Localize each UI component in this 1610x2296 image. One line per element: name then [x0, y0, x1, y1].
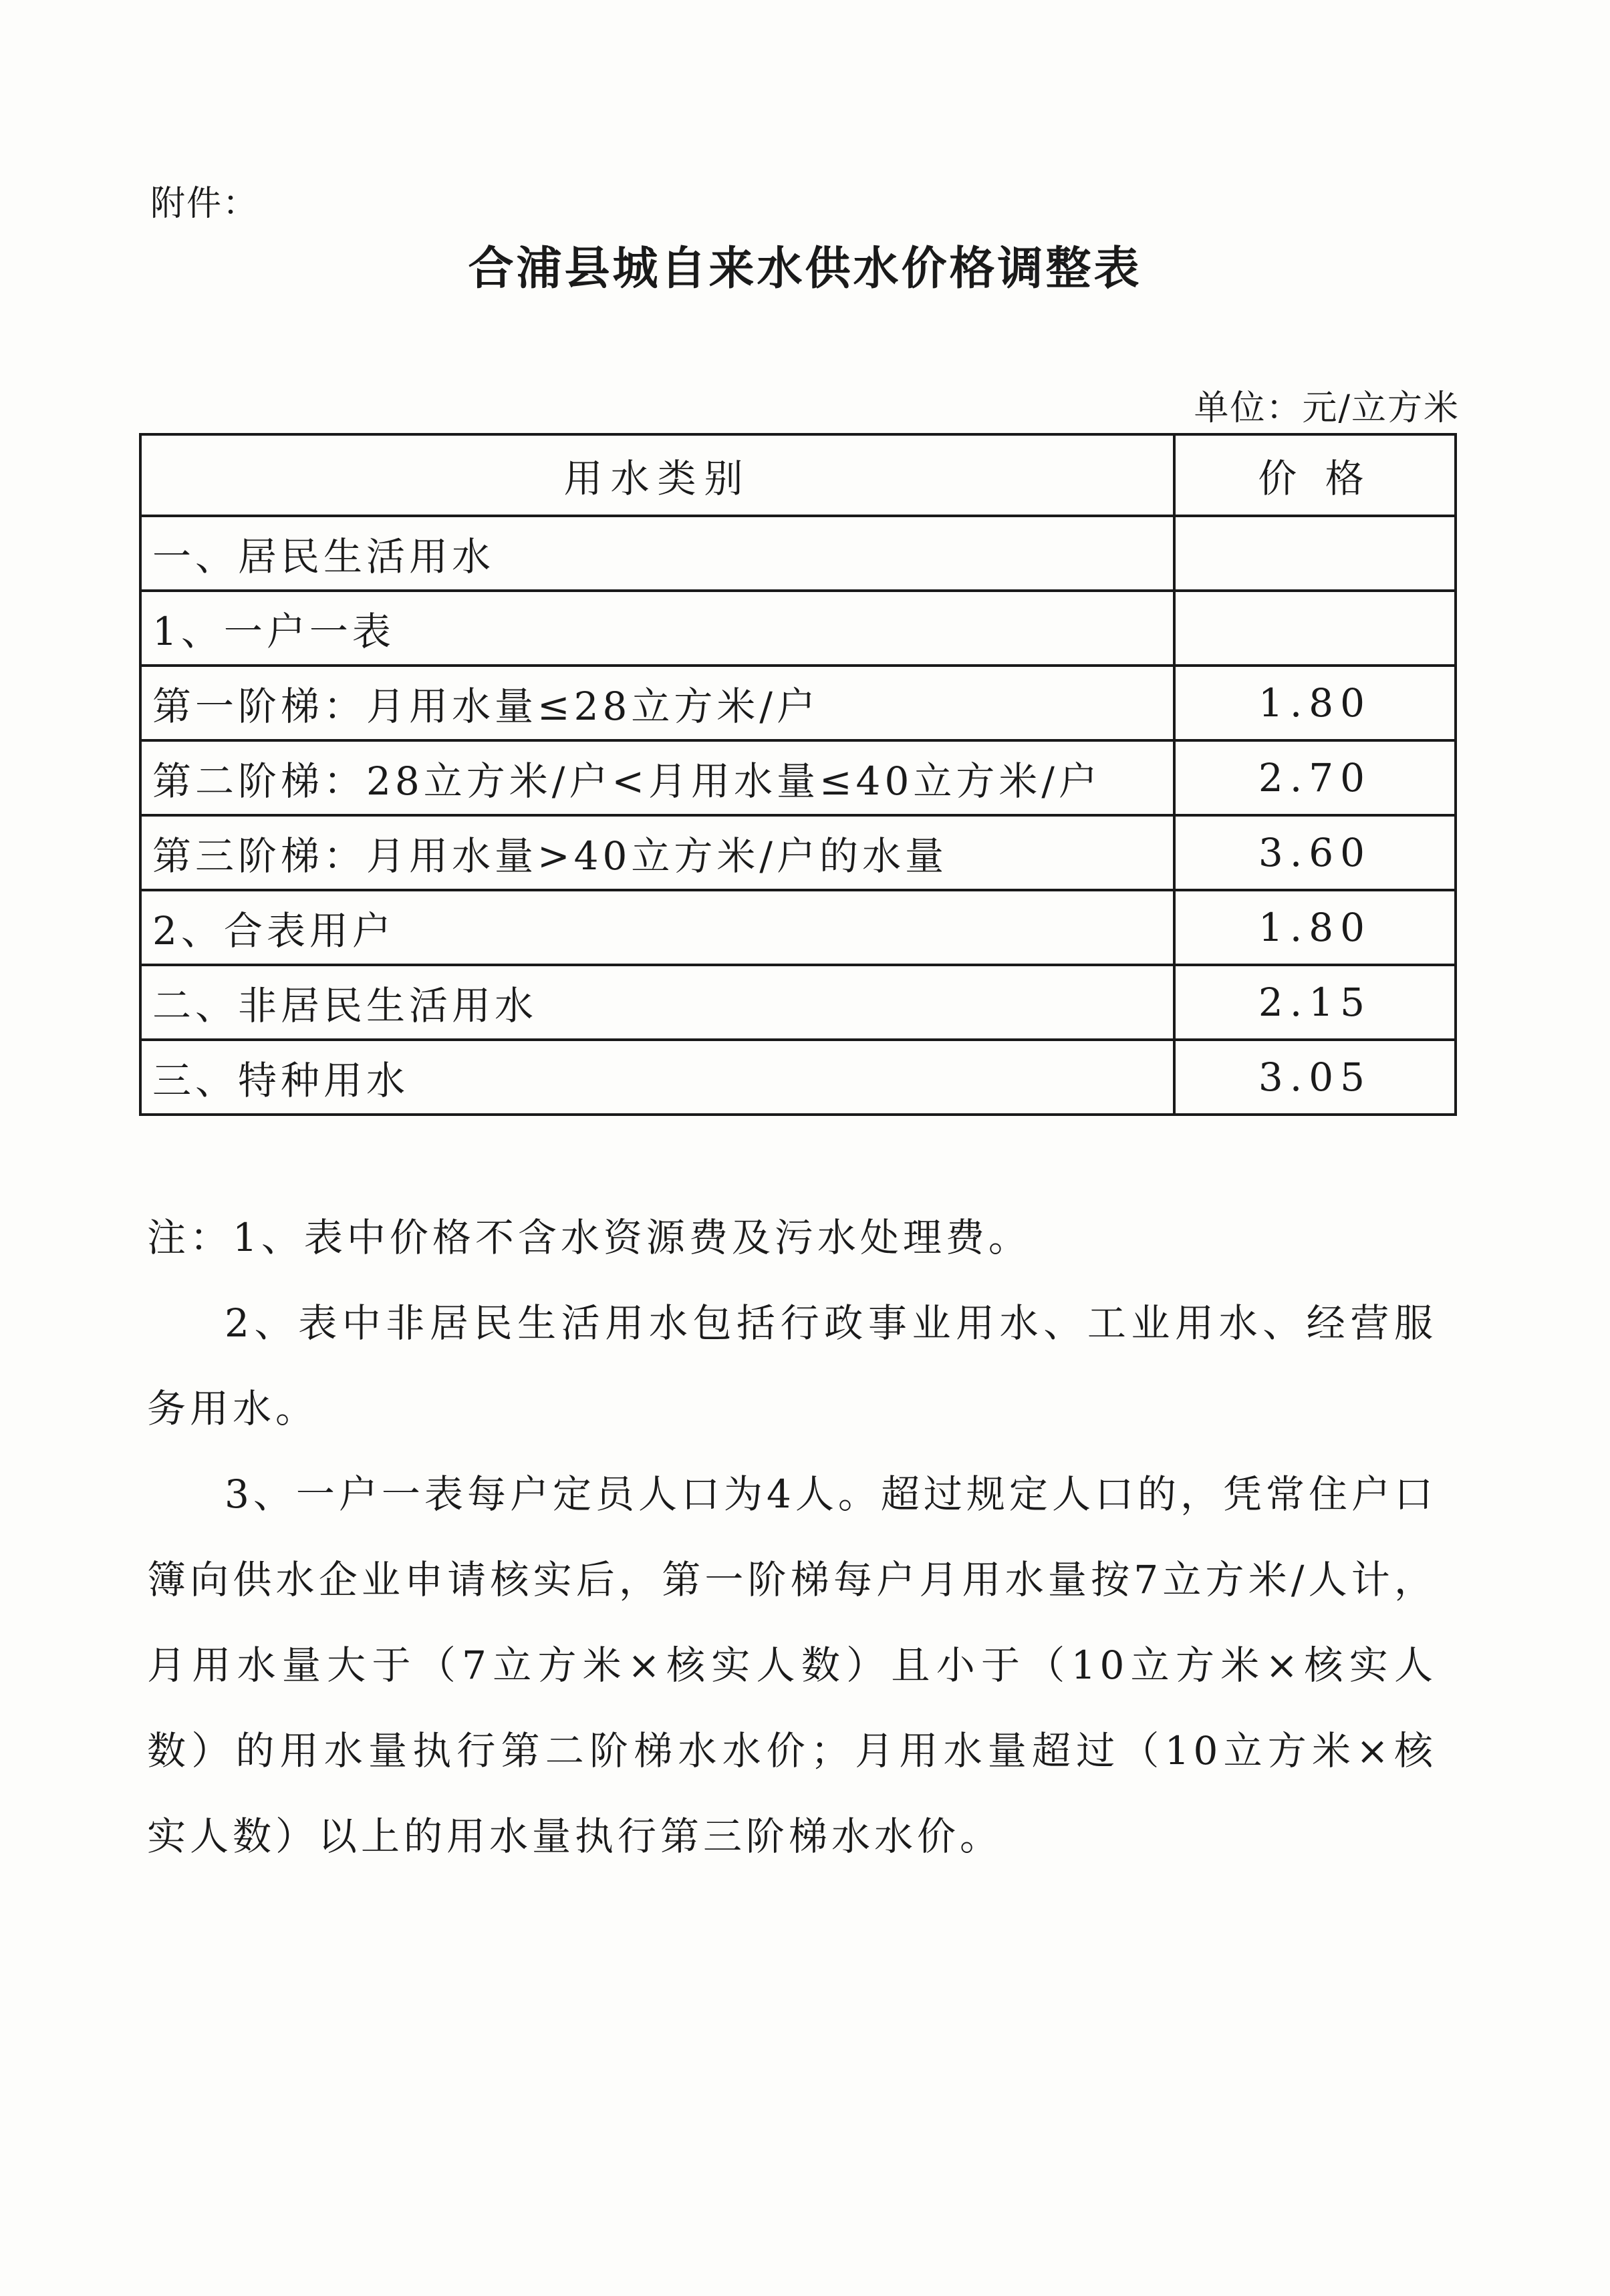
category-cell: 第一阶梯：月用水量≤28立方米/户 — [140, 666, 1174, 740]
unit-label: 单位：元/立方米 — [1194, 388, 1460, 428]
notes-section — [147, 1195, 1437, 1879]
category-cell: 第二阶梯：28立方米/户<月用水量≤40立方米/户 — [140, 740, 1174, 815]
document-title: 合浦县城自来水供水价格调整表 — [468, 242, 1142, 295]
note-1: 注：1、表中价格不含水资源费及污水处理费。 — [147, 1215, 1031, 1260]
price-cell: 3.05 — [1174, 1040, 1456, 1115]
category-cell: 第三阶梯：月用水量>40立方米/户的水量 — [140, 815, 1174, 890]
note-2: 2、表中非居民生活用水包括行政事业用水、工业用水、经营服务用水。 — [147, 1300, 1437, 1431]
category-cell: 1、一户一表 — [140, 591, 1174, 666]
note-3: 3、一户一表每户定员人口为4人。超过规定人口的，凭常住户口簿向供水企业申请核实后，第一阶梯每户月用水量按7立方米/人计，月用水量大于（7立方米×核实人数）且小于（10立方米×核实人数）的用水量执行第二阶梯水水价；月用水量超过（10立方米×核实人数）以上的用水量执行第三阶梯水水价。 — [147, 1471, 1437, 1859]
table-row — [140, 965, 1456, 1040]
table-row — [140, 890, 1456, 965]
price-cell — [1174, 516, 1456, 591]
price-cell: 2.70 — [1174, 740, 1456, 815]
price-cell: 1.80 — [1174, 890, 1456, 965]
table-row — [140, 516, 1456, 591]
header-price: 价 格 — [1174, 434, 1456, 516]
category-cell: 2、合表用户 — [140, 890, 1174, 965]
table-header-row — [140, 434, 1456, 516]
table-row — [140, 740, 1456, 815]
attachment-label: 附件： — [150, 184, 259, 224]
category-cell: 三、特种用水 — [140, 1040, 1174, 1115]
header-category: 用水类别 — [140, 434, 1174, 516]
table-row — [140, 666, 1456, 740]
price-cell: 3.60 — [1174, 815, 1456, 890]
category-cell: 二、非居民生活用水 — [140, 965, 1174, 1040]
price-cell — [1174, 591, 1456, 666]
table-row — [140, 1040, 1456, 1115]
table-row — [140, 591, 1456, 666]
price-cell: 1.80 — [1174, 666, 1456, 740]
table-row — [140, 815, 1456, 890]
price-table — [139, 433, 1457, 1116]
category-cell: 一、居民生活用水 — [140, 516, 1174, 591]
price-cell: 2.15 — [1174, 965, 1456, 1040]
